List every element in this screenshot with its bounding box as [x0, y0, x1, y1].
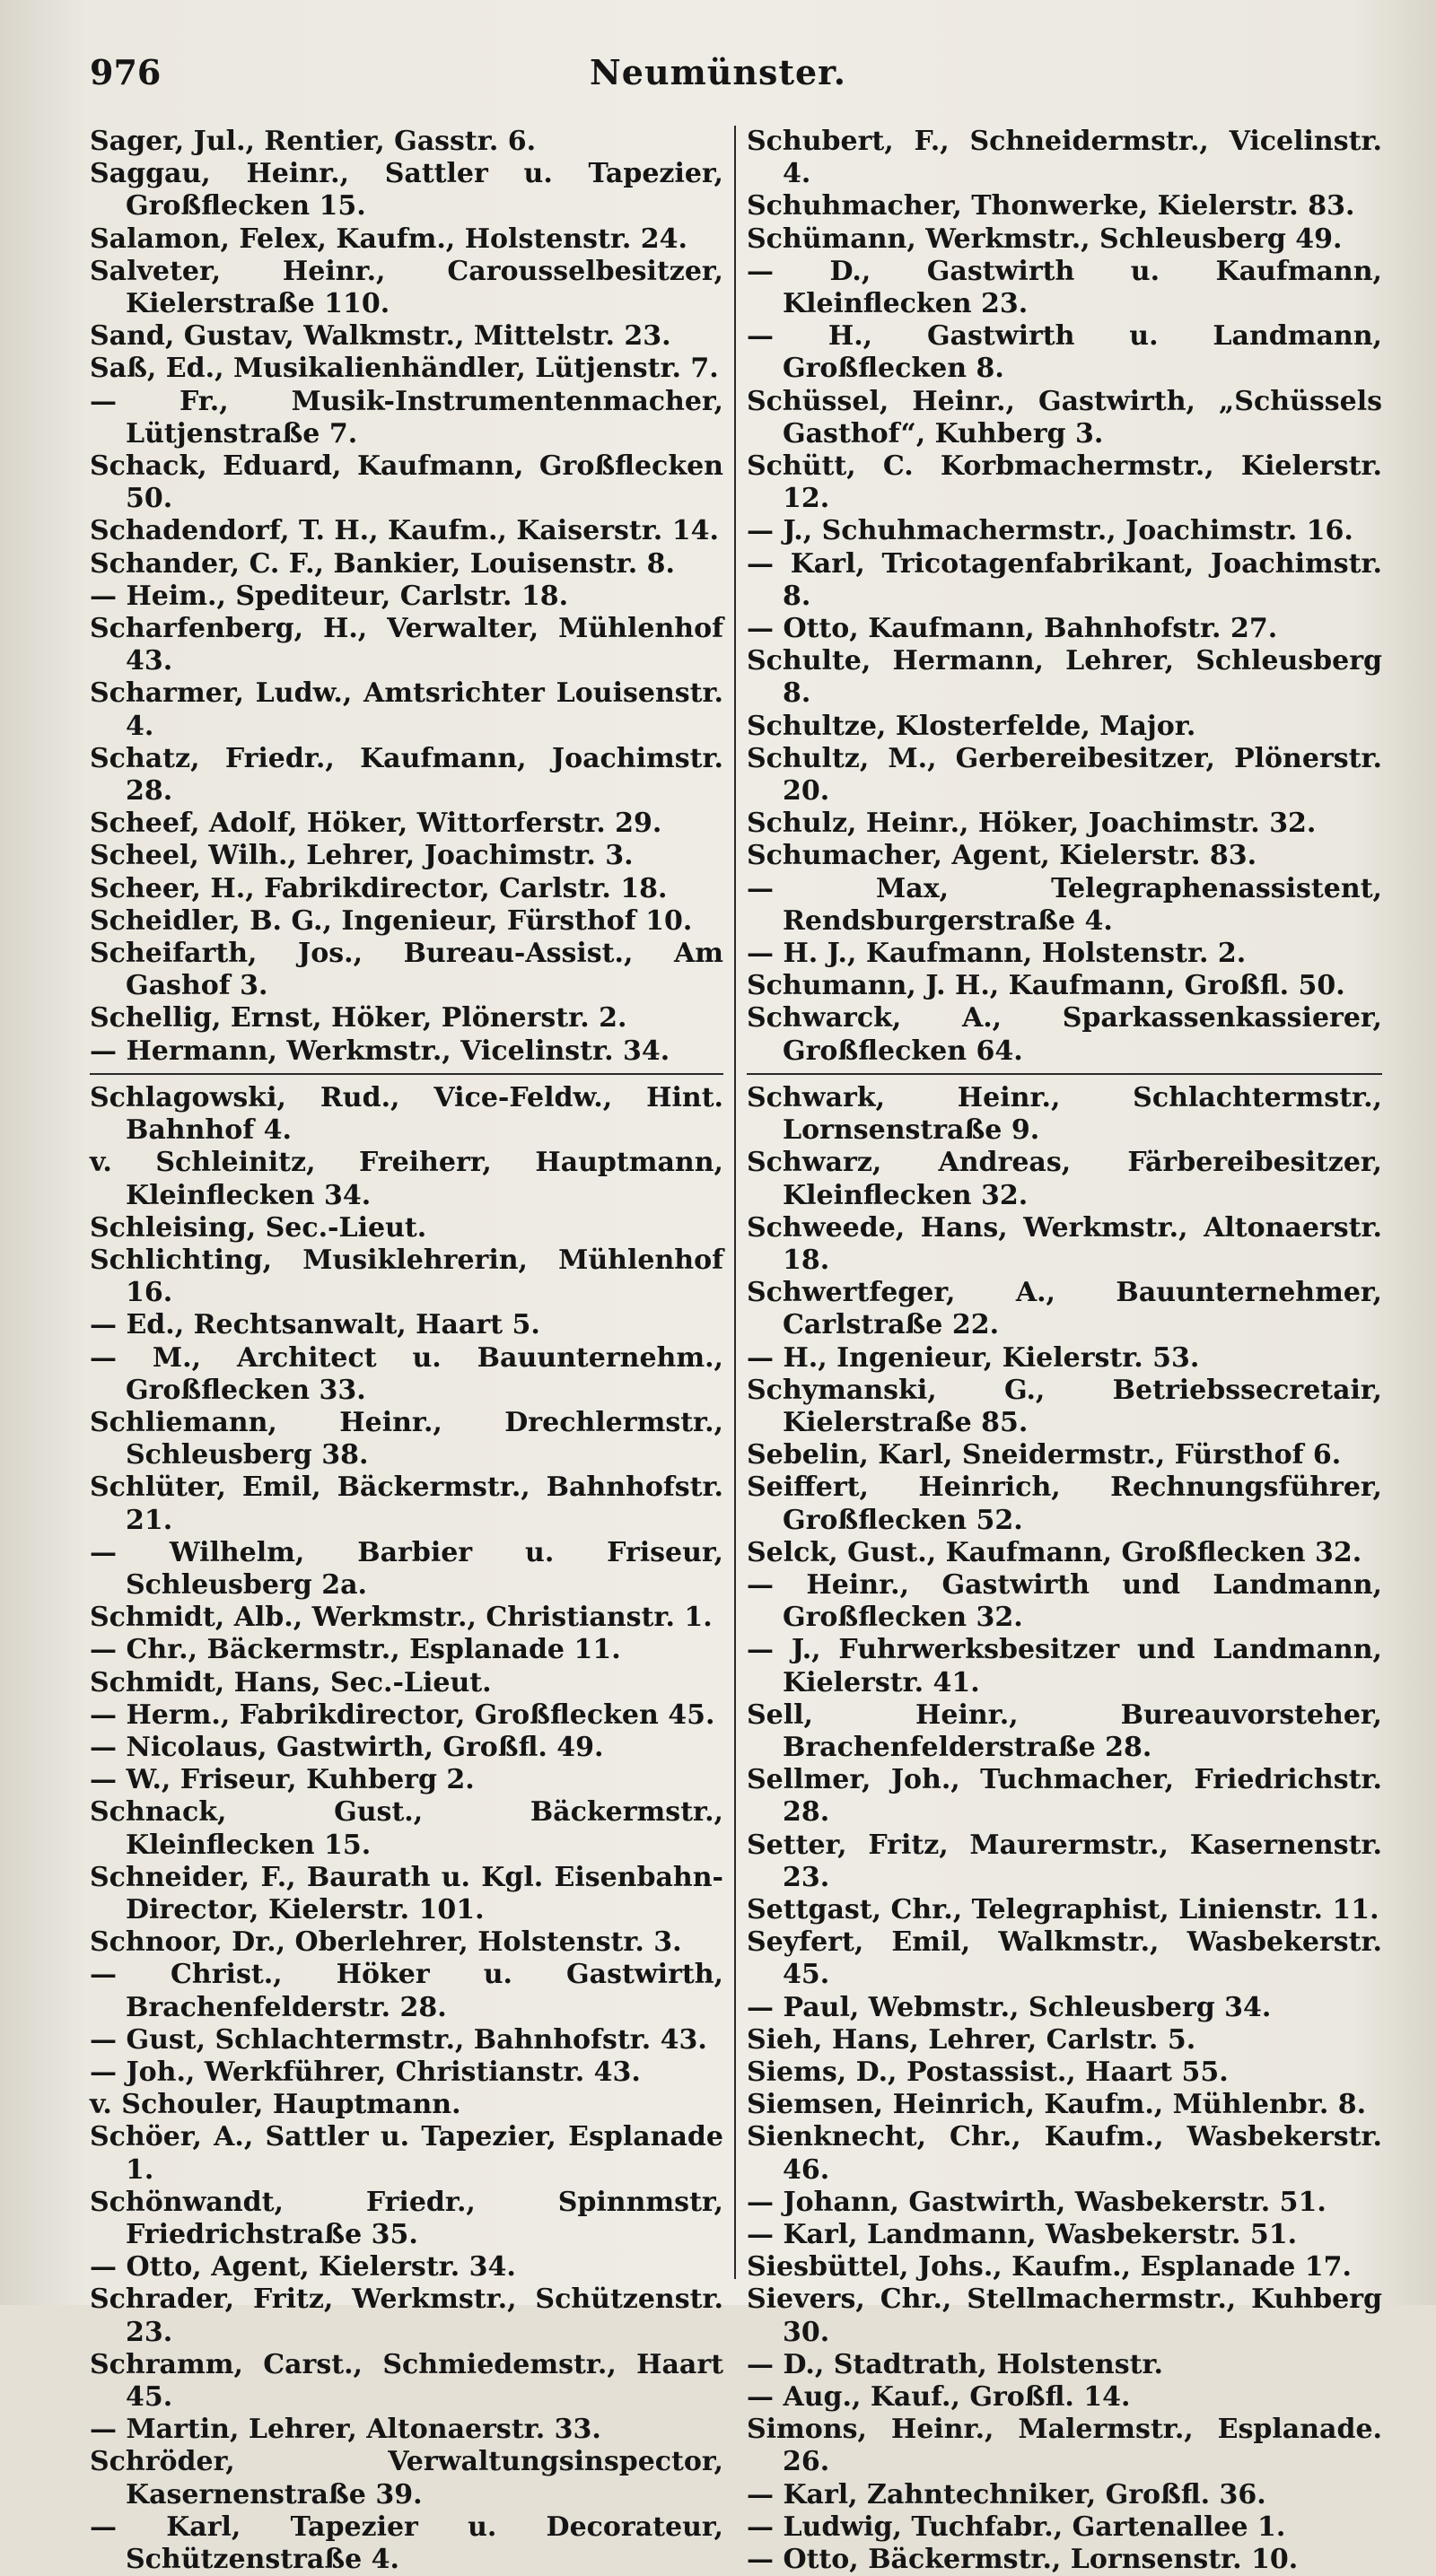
directory-entry: — D., Stadtrath, Holstenstr.	[747, 2348, 1163, 2380]
directory-entry: — Otto, Bäckermstr., Lornsenstr. 10.	[747, 2544, 1299, 2576]
directory-entry: Schröder, Verwaltungsinspector, Kasernenstraße 39.	[90, 2446, 723, 2511]
directory-entry: Schramm, Carst., Schmiedemstr., Haart 45.	[90, 2348, 723, 2414]
directory-entry: Scheer, H., Fabrikdirector, Carlstr. 18.	[90, 872, 668, 904]
directory-entry: — Chr., Bäckermstr., Esplanade 11.	[90, 1634, 621, 1666]
directory-entry: Simons, Heinr., Malermstr., Esplanade. 26.	[747, 2414, 1382, 2478]
directory-entry: Schnoor, Dr., Oberlehrer, Holstenstr. 3.	[90, 1926, 682, 1959]
directory-entry: Schümann, Werkmstr., Schleusberg 49.	[747, 223, 1343, 255]
directory-entry: Sievers, Chr., Stellmachermstr., Kuhberg 30.	[747, 2283, 1382, 2348]
directory-entry: Sellmer, Joh., Tuchmacher, Friedrichstr. 28.	[747, 1764, 1382, 1829]
directory-entry: Siemsen, Heinrich, Kaufm., Mühlenbr. 8.	[747, 2089, 1367, 2121]
directory-entry: — Hermann, Werkmstr., Vicelinstr. 34.	[90, 1035, 670, 1067]
directory-entry: Schumann, J. H., Kaufmann, Großfl. 50.	[747, 970, 1345, 1002]
directory-entry: Schlüter, Emil, Bäckermstr., Bahnhofstr. 21.	[90, 1471, 723, 1536]
directory-entry: Schander, C. F., Bankier, Louisenstr. 8.	[90, 547, 675, 580]
directory-entry: — Herm., Fabrikdirector, Großflecken 45.	[90, 1698, 715, 1731]
directory-entry: — Wilhelm, Barbier u. Friseur, Schleusberg 2a.	[90, 1536, 723, 1601]
directory-entry: — Gust, Schlachtermstr., Bahnhofstr. 43.	[90, 2023, 707, 2056]
directory-entry: Schlagowski, Rud., Vice-Feldw., Hint. Bahnhof 4.	[90, 1081, 723, 1147]
right-column	[747, 126, 1382, 2576]
directory-entry: — Aug., Kauf., Großfl. 14.	[747, 2381, 1131, 2414]
directory-entry: Schleising, Sec.-Lieut.	[90, 1211, 427, 1244]
directory-entry: Seyfert, Emil, Walkmstr., Wasbekerstr. 45.	[747, 1926, 1382, 1991]
directory-entry: Schneider, F., Baurath u. Kgl. Eisenbahn-Director, Kielerstr. 101.	[90, 1861, 723, 1925]
directory-entry: Schack, Eduard, Kaufmann, Großflecken 50.	[90, 450, 723, 515]
left-column	[90, 126, 723, 2576]
directory-entry: Schüssel, Heinr., Gastwirth, „Schüssels Gasthof“, Kuhberg 3.	[747, 385, 1382, 450]
directory-entry: v. Schleinitz, Freiherr, Hauptmann, Kleinflecken 34.	[90, 1147, 723, 1211]
directory-entry: Schuhmacher, Thonwerke, Kielerstr. 83.	[747, 190, 1355, 223]
directory-entry: — Nicolaus, Gastwirth, Großfl. 49.	[90, 1731, 604, 1763]
page-header	[90, 52, 1346, 106]
directory-entry: Sell, Heinr., Bureauvorsteher, Brachenfelderstraße 28.	[747, 1698, 1382, 1763]
directory-entry: — Paul, Webmstr., Schleusberg 34.	[747, 1991, 1272, 2023]
directory-entry: Sienknecht, Chr., Kaufm., Wasbekerstr. 46.	[747, 2121, 1382, 2186]
directory-entry: Scheifarth, Jos., Bureau-Assist., Am Gashof 3.	[90, 938, 723, 1002]
directory-entry: — D., Gastwirth u. Kaufmann, Kleinflecken 23.	[747, 255, 1382, 320]
directory-entry: — W., Friseur, Kuhberg 2.	[90, 1764, 475, 1796]
directory-entry: — J., Fuhrwerksbesitzer und Landmann, Kielerstr. 41.	[747, 1634, 1382, 1698]
directory-entry: — Heim., Spediteur, Carlstr. 18.	[90, 580, 569, 612]
directory-entry: Siesbüttel, Johs., Kaufm., Esplanade 17.	[747, 2251, 1352, 2283]
directory-entry: — Otto, Kaufmann, Bahnhofstr. 27.	[747, 613, 1278, 645]
directory-entry: Schweede, Hans, Werkmstr., Altonaerstr. 18.	[747, 1211, 1382, 1276]
directory-entry: — Karl, Landmann, Wasbekerstr. 51.	[747, 2219, 1298, 2250]
directory-entry: Salamon, Felex, Kaufm., Holstenstr. 24.	[90, 223, 687, 255]
directory-entry: Schlichting, Musiklehrerin, Mühlenhof 16.	[90, 1244, 723, 1309]
directory-entry: Schöer, A., Sattler u. Tapezier, Esplanade 1.	[90, 2121, 723, 2186]
directory-entry: Scheel, Wilh., Lehrer, Joachimstr. 3.	[90, 840, 634, 872]
directory-entry: Schütt, C. Korbmachermstr., Kielerstr. 12.	[747, 450, 1382, 515]
directory-entry: Schumacher, Agent, Kielerstr. 83.	[747, 840, 1257, 872]
section-rule	[90, 1073, 723, 1075]
directory-entry: — Karl, Zahntechniker, Großfl. 36.	[747, 2478, 1266, 2511]
directory-entry: Sager, Jul., Rentier, Gasstr. 6.	[90, 126, 537, 157]
directory-entry: Schellig, Ernst, Höker, Plönerstr. 2.	[90, 1002, 627, 1035]
directory-entry: Saggau, Heinr., Sattler u. Tapezier, Großflecken 15.	[90, 158, 723, 223]
directory-entry: Schnack, Gust., Bäckermstr., Kleinflecken 15.	[90, 1796, 723, 1861]
directory-entry: — Otto, Agent, Kielerstr. 34.	[90, 2251, 516, 2283]
directory-entry: — H. J., Kaufmann, Holstenstr. 2.	[747, 938, 1247, 970]
page-number: 976	[90, 52, 162, 92]
directory-entry: Schrader, Fritz, Werkmstr., Schützenstr. 23.	[90, 2283, 723, 2348]
directory-entry: — Heinr., Gastwirth und Landmann, Großflecken 32.	[747, 1568, 1382, 1634]
directory-entry: Scheidler, B. G., Ingenieur, Fürsthof 10.	[90, 904, 693, 937]
directory-entry: Seiffert, Heinrich, Rechnungsführer, Großflecken 52.	[747, 1471, 1382, 1536]
column-divider	[734, 126, 736, 2279]
directory-entry: Schadendorf, T. H., Kaufm., Kaiserstr. 14.	[90, 515, 719, 547]
directory-entry: Schulte, Hermann, Lehrer, Schleusberg 8.	[747, 645, 1382, 710]
directory-entry: — Christ., Höker u. Gastwirth, Brachenfelderstr. 28.	[90, 1959, 723, 2023]
directory-entry: Schwarck, A., Sparkassenkassierer, Großflecken 64.	[747, 1002, 1382, 1067]
directory-entry: Saß, Ed., Musikalienhändler, Lütjenstr. 7.	[90, 353, 719, 385]
directory-entry: — Max, Telegraphenassistent, Rendsburgerstraße 4.	[747, 872, 1382, 937]
directory-entry: Scharmer, Ludw., Amtsrichter Louisenstr. 4.	[90, 677, 723, 742]
directory-entry: Schwertfeger, A., Bauunternehmer, Carlstraße 22.	[747, 1277, 1382, 1341]
directory-entry: — H., Gastwirth u. Landmann, Großflecken 8.	[747, 320, 1382, 385]
directory-entry: Scheef, Adolf, Höker, Wittorferstr. 29.	[90, 808, 662, 840]
directory-entry: Schmidt, Hans, Sec.-Lieut.	[90, 1666, 492, 1698]
directory-entry: — J., Schuhmachermstr., Joachimstr. 16.	[747, 515, 1353, 547]
directory-entry: Salveter, Heinr., Carousselbesitzer, Kielerstraße 110.	[90, 255, 723, 320]
directory-entry: — Karl, Tapezier u. Decorateur, Schützenstraße 4.	[90, 2511, 723, 2576]
directory-entry: — Ludwig, Tuchfabr., Gartenallee 1.	[747, 2511, 1286, 2543]
directory-entry: Schultz, M., Gerbereibesitzer, Plönerstr. 20.	[747, 742, 1382, 808]
directory-entry: Schubert, F., Schneidermstr., Vicelinstr. 4.	[747, 126, 1382, 190]
directory-entry: Scharfenberg, H., Verwalter, Mühlenhof 43.	[90, 613, 723, 677]
directory-entry: Schönwandt, Friedr., Spinnmstr, Friedrichstraße 35.	[90, 2186, 723, 2250]
directory-entry: — Fr., Musik-Instrumentenmacher, Lütjenstraße 7.	[90, 385, 723, 450]
directory-entry: — H., Ingenieur, Kielerstr. 53.	[747, 1341, 1200, 1374]
directory-entry: — Johann, Gastwirth, Wasbekerstr. 51.	[747, 2186, 1327, 2218]
directory-entry: — Joh., Werkführer, Christianstr. 43.	[90, 2056, 641, 2088]
directory-entry: Schmidt, Alb., Werkmstr., Christianstr. 1.	[90, 1602, 713, 1634]
directory-entry: Schymanski, G., Betriebssecretair, Kielerstraße 85.	[747, 1374, 1382, 1438]
directory-entry: — M., Architect u. Bauunternehm., Großflecken 33.	[90, 1341, 723, 1406]
section-rule	[747, 1073, 1382, 1075]
page-title: Neumünster.	[590, 52, 846, 92]
directory-entry: — Karl, Tricotagenfabrikant, Joachimstr. 8.	[747, 547, 1382, 612]
directory-entry: Sebelin, Karl, Sneidermstr., Fürsthof 6.	[747, 1439, 1342, 1471]
directory-entry: Setter, Fritz, Maurermstr., Kasernenstr. 23.	[747, 1829, 1382, 1893]
directory-entry: Siems, D., Postassist., Haart 55.	[747, 2056, 1229, 2088]
directory-entry: — Ed., Rechtsanwalt, Haart 5.	[90, 1309, 540, 1341]
directory-entry: Schliemann, Heinr., Drechlermstr., Schleusberg 38.	[90, 1406, 723, 1471]
directory-entry: v. Schouler, Hauptmann.	[90, 2089, 461, 2121]
directory-entry: Schultze, Klosterfelde, Major.	[747, 710, 1196, 742]
directory-entry: Schwarz, Andreas, Färbereibesitzer, Kleinflecken 32.	[747, 1147, 1382, 1211]
directory-entry: Schwark, Heinr., Schlachtermstr., Lornsenstraße 9.	[747, 1081, 1382, 1147]
directory-entry: Schulz, Heinr., Höker, Joachimstr. 32.	[747, 808, 1317, 840]
directory-entry: Schatz, Friedr., Kaufmann, Joachimstr. 28.	[90, 742, 723, 808]
directory-entry: Settgast, Chr., Telegraphist, Linienstr. 11.	[747, 1893, 1379, 1925]
directory-entry: Sand, Gustav, Walkmstr., Mittelstr. 23.	[90, 320, 671, 353]
directory-entry: Selck, Gust., Kaufmann, Großflecken 32.	[747, 1536, 1362, 1568]
directory-entry: — Martin, Lehrer, Altonaerstr. 33.	[90, 2414, 601, 2446]
directory-entry: Sieh, Hans, Lehrer, Carlstr. 5.	[747, 2023, 1196, 2056]
